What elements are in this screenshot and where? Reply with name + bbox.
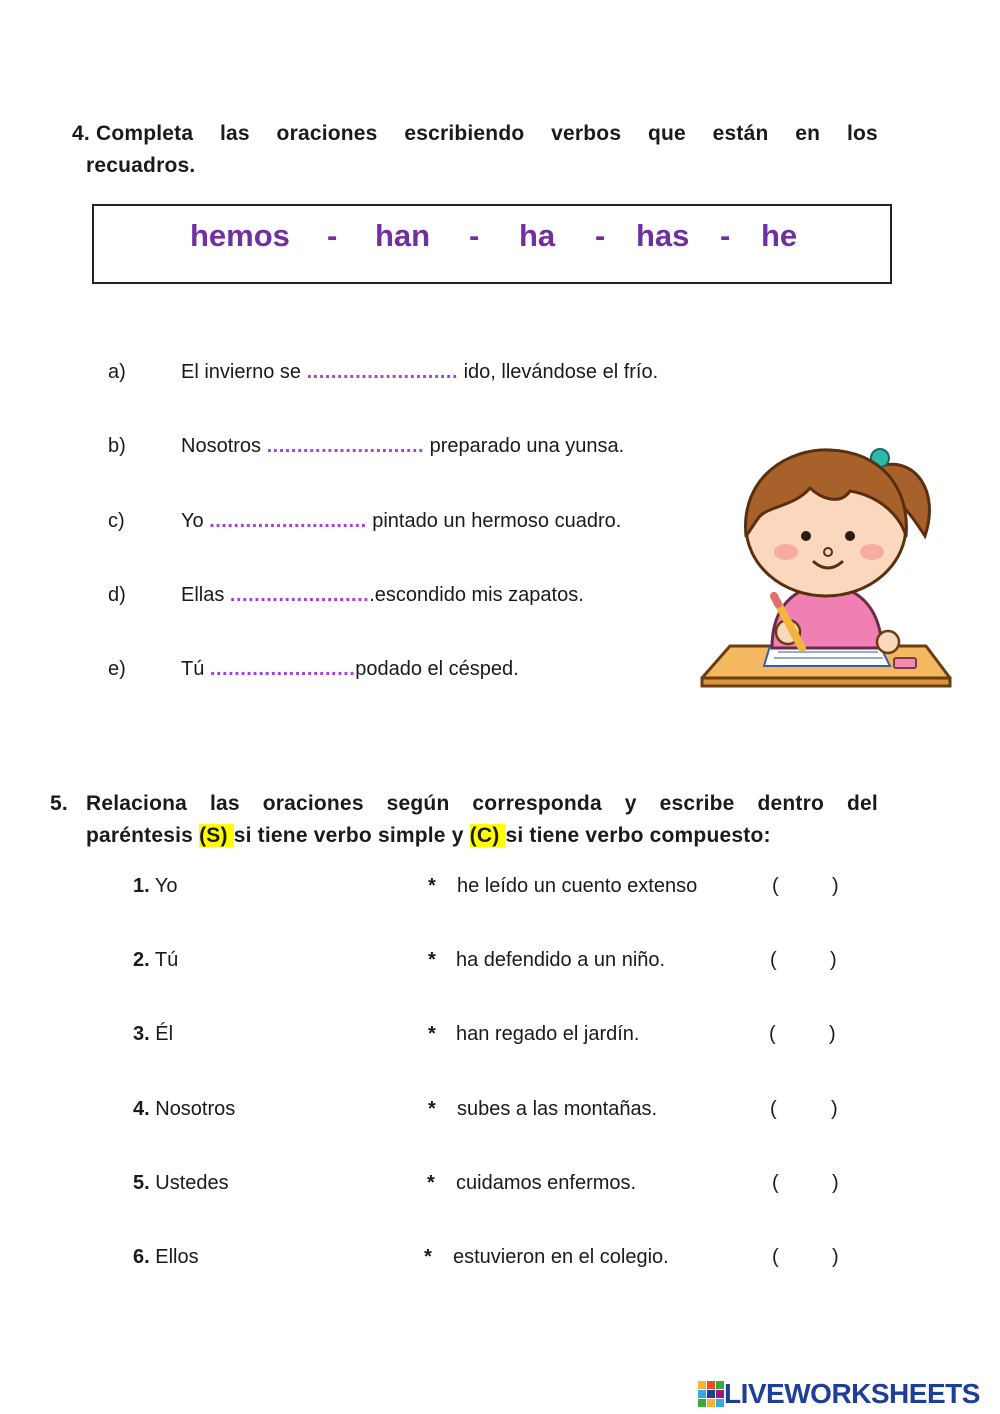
match-row-pronoun: 2. Tú [133,949,179,971]
match-star: * [428,875,436,897]
match-row-pronoun: 1. Yo [133,875,178,897]
title-word: los [846,122,878,145]
match-star: * [424,1246,432,1268]
sentence-text: .escondido mis zapatos. [369,584,584,606]
word-separator: - [720,218,731,253]
match-row-phrase: subes a las montañas. [457,1098,658,1120]
sentence-text: Nosotros [181,435,267,457]
sentence-text: Tú [181,658,210,680]
word-separator: - [595,218,606,253]
section4-title-line2: recuadros. [86,154,196,177]
match-row-phrase: estuvieron en el colegio. [453,1246,669,1268]
match-row-phrase: han regado el jardín. [456,1023,640,1045]
answer-paren-open[interactable]: ( [772,1246,779,1268]
liveworksheets-logo[interactable] [698,1374,980,1414]
word-bank-item-ha: ha [519,218,556,253]
title-text: si tiene verbo simple y [233,824,470,847]
sentence-text: Ellas [181,584,230,606]
answer-paren-close[interactable]: ) [832,1172,839,1194]
sentence-c [181,507,621,535]
word-bank-item-hemos: hemos [190,218,290,253]
answer-paren-close[interactable]: ) [831,1098,838,1120]
girl-writing-at-desk-icon [700,436,954,690]
match-star: * [428,949,436,971]
answer-paren-close[interactable]: ) [829,1023,836,1045]
match-star: * [428,1023,436,1045]
match-star: * [427,1172,435,1194]
sentence-text: El invierno se [181,361,307,383]
answer-paren-open[interactable]: ( [769,1023,776,1045]
highlight-c: (C) [469,824,506,847]
answer-paren-close[interactable]: ) [832,1246,839,1268]
sentence-letter: a) [108,361,126,383]
match-star: * [428,1098,436,1120]
word-bank-item-han: han [375,218,431,253]
sentence-e [181,655,519,683]
title-word: dentro [757,792,825,815]
title-word: verbos [551,122,622,145]
title-word: corresponda [472,792,602,815]
liveworksheets-logo-icon [698,1381,724,1407]
title-word: del [846,792,878,815]
title-word: oraciones [262,792,364,815]
sentence-text: pintado un hermoso cuadro. [366,510,622,532]
match-row-phrase: he leído un cuento extenso [457,875,698,897]
title-word: escribiendo [404,122,525,145]
match-row-pronoun: 5. Ustedes [133,1172,229,1194]
answer-paren-open[interactable]: ( [772,875,779,897]
sentence-text: podado el césped. [355,658,519,680]
match-row-pronoun: 3. Él [133,1023,174,1045]
fill-blank[interactable]: .......................... [266,435,425,457]
sentence-letter: b) [108,435,126,457]
title-word: que [647,122,686,145]
section4-title-line1 [72,118,878,150]
fill-blank[interactable]: .......................... [209,510,367,532]
word-separator: - [327,218,338,253]
fill-blank[interactable]: ......................... [306,361,459,383]
answer-paren-open[interactable]: ( [770,1098,777,1120]
section5-title-line2 [86,820,771,852]
fill-blank[interactable]: ....................... [229,584,370,606]
title-word: en [795,122,821,145]
word-bank-item-has: has [636,218,690,253]
word-separator: - [469,218,480,253]
section5-number: 5. [50,792,68,815]
title-word: y [624,792,637,815]
sentence-a [181,358,658,386]
fill-blank[interactable]: ........................ [209,658,356,680]
match-row-phrase: cuidamos enfermos. [456,1172,637,1194]
title-word: según [386,792,450,815]
highlight-s: (S) [199,824,234,847]
sentence-b [181,432,624,460]
sentence-text: Yo [181,510,210,532]
word-bank-box [92,204,892,284]
sentence-text: ido, llevándose el frío. [458,361,659,383]
title-text: paréntesis [86,824,200,847]
title-word: escribe [659,792,735,815]
title-word: Relaciona [86,792,188,815]
match-row-phrase: ha defendido a un niño. [456,949,666,971]
sentence-text: preparado una yunsa. [424,435,625,457]
section4-number-and-first-word: 4. Completa [72,122,194,145]
answer-paren-close[interactable]: ) [830,949,837,971]
match-row-pronoun: 4. Nosotros [133,1098,236,1120]
title-text: si tiene verbo compuesto: [505,824,771,847]
title-word: oraciones [276,122,378,145]
sentence-d [181,581,584,609]
sentence-letter: d) [108,584,126,606]
title-word: están [712,122,769,145]
answer-paren-open[interactable]: ( [772,1172,779,1194]
answer-paren-open[interactable]: ( [770,949,777,971]
title-word: las [209,792,240,815]
logo-text: LIVEWORKSHEETS [724,1378,980,1409]
answer-paren-close[interactable]: ) [832,875,839,897]
title-word: las [220,122,250,145]
sentence-letter: c) [108,510,125,532]
match-row-pronoun: 6. Ellos [133,1246,199,1268]
word-bank-item-he: he [761,218,798,253]
sentence-letter: e) [108,658,126,680]
section5-title-line1 [86,788,878,820]
